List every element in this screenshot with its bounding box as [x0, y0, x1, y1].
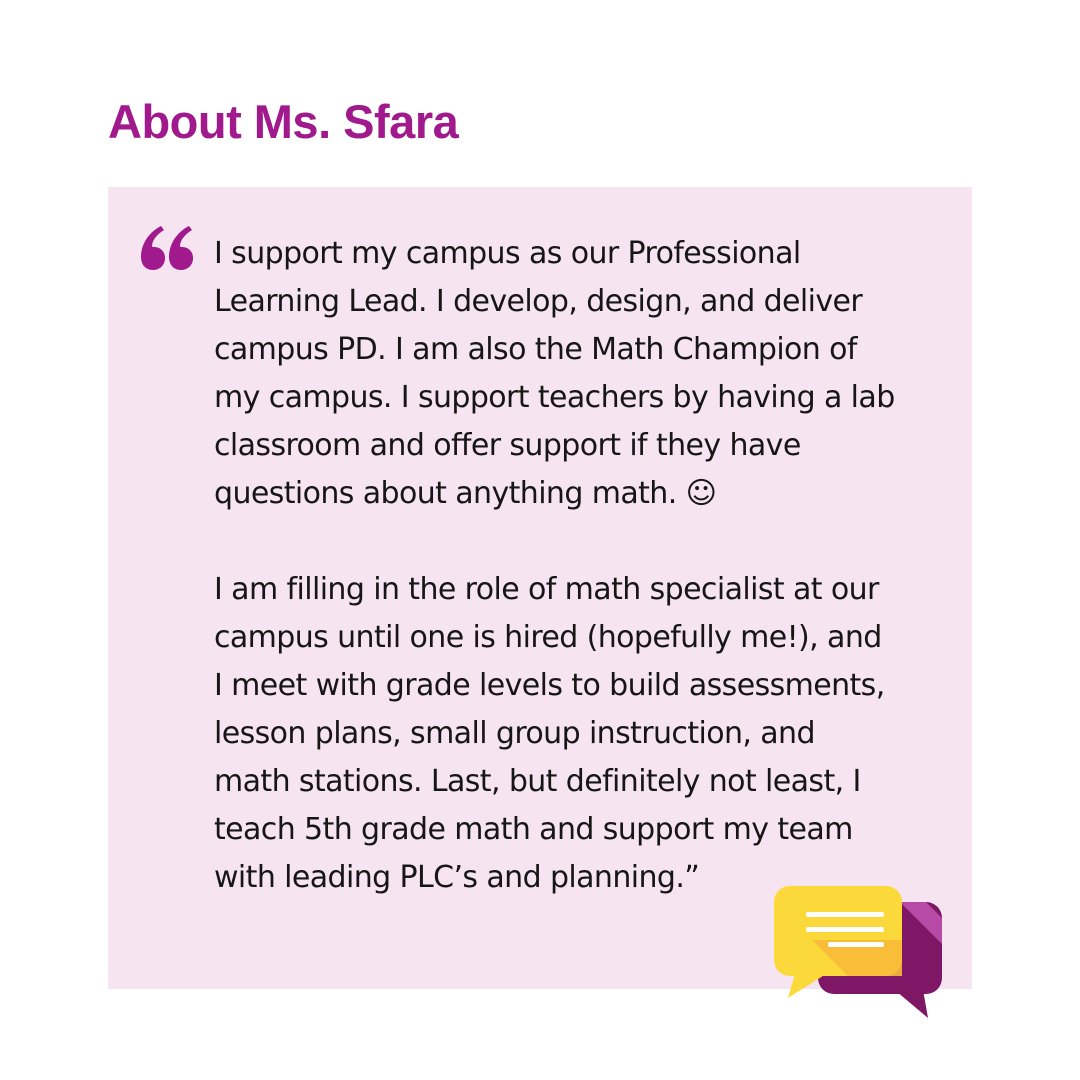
chat-bubbles-icon — [772, 884, 944, 1020]
page-title: About Ms. Sfara — [108, 95, 459, 148]
quote-mark-icon — [141, 226, 193, 270]
quote-text — [214, 230, 934, 902]
quote-paragraph-1: I support my campus as our Professional Learning Lead. I develop, design, and deliver campus PD. I am also the Math Champion of my campus. I support teachers by having a lab classroom and offer support if they have questions about anything math. ☺ — [214, 236, 895, 511]
quote-paragraph-2: I am filling in the role of math specialist at our campus until one is hired (hopefully me!), and I meet with grade levels to build assessments, lesson plans, small group instruction, and math stations. Last, but definitely not least, I teach 5th grade math and support my team with leading PLC’s and planning.” — [214, 572, 885, 895]
